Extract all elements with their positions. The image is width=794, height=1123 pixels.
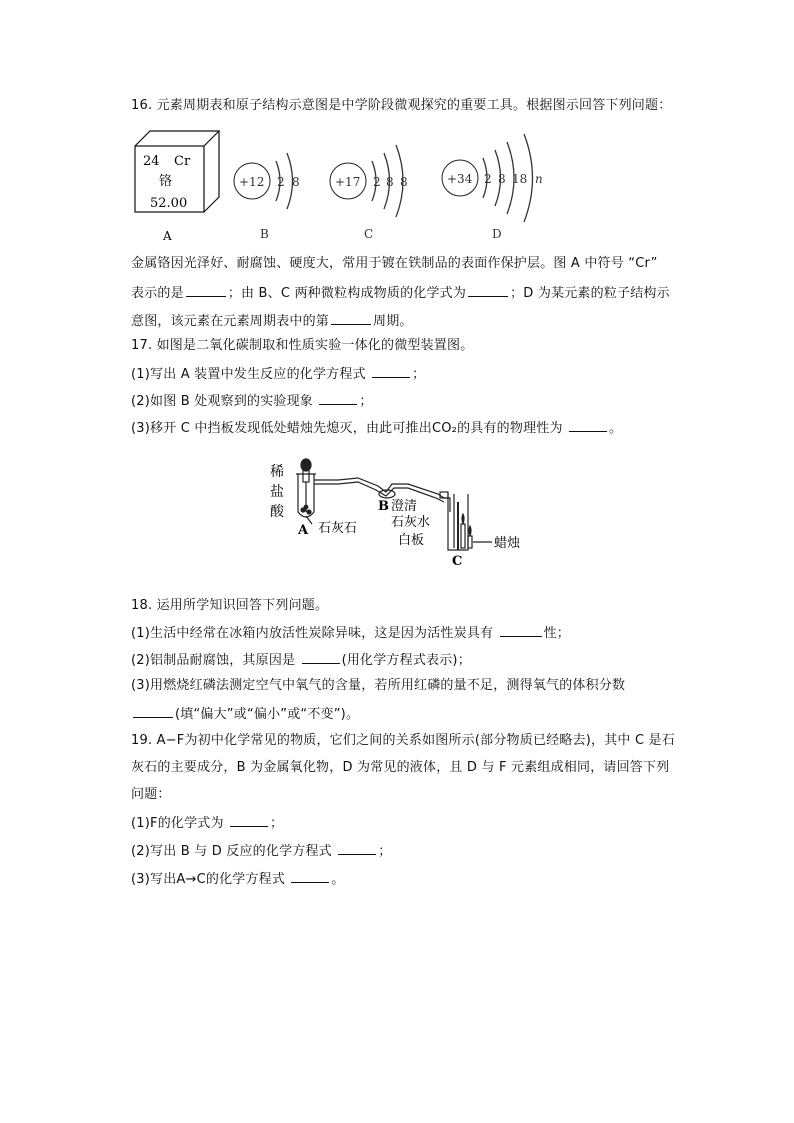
label-a: A xyxy=(163,229,172,243)
q16-line-2-text-b: ；由 B、C 两种微粒构成物质的化学式为 xyxy=(227,286,467,301)
answer-blank-q18-2[interactable] xyxy=(302,650,340,664)
cell-atomic-mass: 52.00 xyxy=(150,196,188,211)
label-board: 白板 xyxy=(398,533,425,548)
q19-sub-2-end: ； xyxy=(378,844,392,859)
answer-blank-q18-3[interactable] xyxy=(133,704,173,718)
answer-blank-q17-3[interactable] xyxy=(569,418,607,432)
label-acid-2: 盐 xyxy=(270,484,284,500)
label-candle: 蜡烛 xyxy=(494,536,521,551)
q17-sub-1-end: ； xyxy=(412,367,426,382)
atom-d-shell-2: 8 xyxy=(498,172,506,186)
q17-sub-3-end: 。 xyxy=(609,421,623,436)
answer-blank-q16-2[interactable] xyxy=(468,283,508,297)
q19-sub-1-end: ； xyxy=(270,816,284,831)
answer-blank-q19-1[interactable] xyxy=(230,813,268,827)
q17-sub-2-text: (2)如图 B 处观察到的实验现象 xyxy=(131,394,313,409)
q16-figure xyxy=(130,126,550,246)
answer-blank-q16-3[interactable] xyxy=(331,311,371,325)
q18-sub-1 xyxy=(131,623,570,643)
q17-sub-1 xyxy=(131,364,425,384)
atom-b-shell-2: 8 xyxy=(292,175,300,189)
atom-d-shell-1: 2 xyxy=(484,172,492,186)
q18-sub-2-text: (2)铝制品耐腐蚀，其原因是 xyxy=(131,653,296,668)
q17-sub-2 xyxy=(131,391,373,411)
answer-blank-q19-3[interactable] xyxy=(291,869,329,883)
q16-line-2-text-c: ；D 为某元素的粒子结构示 xyxy=(510,286,670,301)
atom-d-shell-4: n xyxy=(535,172,543,186)
answer-blank-q17-2[interactable] xyxy=(319,391,357,405)
q17-apparatus-diagram xyxy=(268,452,538,572)
q18-sub-3-end: (填“偏大”或“偏小”或“不变”)。 xyxy=(175,707,360,722)
q17-sub-3-text: (3)移开 C 中挡板发现低处蜡烛先熄灭，由此可推出CO₂的具有的物理性为 xyxy=(131,421,563,436)
q19-sub-3 xyxy=(131,869,345,889)
q16-line-3-text-a: 意图，该元素在元素周期表中的第 xyxy=(131,314,330,329)
atom-d-diagram xyxy=(442,134,543,222)
label-acid-3: 酸 xyxy=(270,504,284,520)
atom-b-shell-1: 2 xyxy=(277,175,285,189)
cell-element-name: 铬 xyxy=(159,174,173,189)
q16-line-1: 金属铬因光泽好、耐腐蚀、硬度大，常用于镀在铁制品的表面作保护层。图 A 中符号 “Cr” xyxy=(131,256,658,271)
q18-sub-1-text: (1)生活中经常在冰箱内放活性炭除异味，这是因为活性炭具有 xyxy=(131,626,494,641)
q17-title: 17. 如图是二氧化碳制取和性质实验一体化的微型装置图。 xyxy=(131,338,474,353)
atom-d-nucleus: +34 xyxy=(447,172,473,186)
q19-line-3: 问题： xyxy=(131,787,171,802)
q19-sub-1-text: (1)F的化学式为 xyxy=(131,816,224,831)
q18-sub-2-end: (用化学方程式表示)； xyxy=(341,653,471,668)
q17-sub-2-end: ； xyxy=(359,394,373,409)
q19-sub-2 xyxy=(131,841,391,861)
q18-sub-3: (3)用燃烧红磷法测定空气中氧气的含量，若所用红磷的量不足，测得氧气的体积分数 xyxy=(131,678,626,693)
label-apparatus-b: B xyxy=(378,499,389,514)
q16-title: 16. 元素周期表和原子结构示意图是中学阶段微观探究的重要工具。根据图示回答下列问题： xyxy=(131,98,672,113)
q16-line-3 xyxy=(131,311,413,331)
q16-line-2 xyxy=(131,283,670,303)
atom-c-shell-2: 8 xyxy=(386,175,394,189)
q18-sub-2 xyxy=(131,650,471,670)
q17-sub-1-text: (1)写出 A 装置中发生反应的化学方程式 xyxy=(131,367,366,382)
atom-b-nucleus: +12 xyxy=(239,175,265,189)
label-limestone: 石灰石 xyxy=(318,521,358,536)
answer-blank-q17-1[interactable] xyxy=(372,364,410,378)
answer-blank-q16-1[interactable] xyxy=(186,283,226,297)
label-b: B xyxy=(260,227,269,241)
q19-line-2: 灰石的主要成分，B 为金属氧化物，D 为常见的液体，且 D 与 F 元素组成相同，请回答下列 xyxy=(131,760,670,775)
q19-line-1: 19. A−F为初中化学常见的物质，它们之间的关系如图所示(部分物质已经略去)，其中 C 是石 xyxy=(131,733,675,748)
q18-sub-3-cont xyxy=(131,704,359,724)
atom-d-shell-3: 18 xyxy=(512,172,528,186)
q18-title: 18. 运用所学知识回答下列问题。 xyxy=(131,598,329,613)
q19-sub-3-text: (3)写出A→C的化学方程式 xyxy=(131,872,286,887)
q17-sub-3 xyxy=(131,418,622,438)
q19-sub-1 xyxy=(131,813,283,833)
q19-sub-2-text: (2)写出 B 与 D 反应的化学方程式 xyxy=(131,844,332,859)
cell-atomic-number: 24 xyxy=(143,154,160,169)
label-c: C xyxy=(364,227,374,241)
label-limewater-2: 石灰水 xyxy=(391,515,431,530)
atom-c-shell-3: 8 xyxy=(400,175,408,189)
label-apparatus-a: A xyxy=(298,523,309,538)
label-limewater-1: 澄清 xyxy=(391,499,418,514)
label-apparatus-c: C xyxy=(452,554,463,569)
q18-sub-1-end: 性； xyxy=(543,626,570,641)
atom-c-nucleus: +17 xyxy=(335,175,361,189)
label-d: D xyxy=(492,227,502,241)
q19-sub-3-end: 。 xyxy=(331,872,345,887)
atom-c-diagram xyxy=(330,145,408,217)
label-acid-1: 稀 xyxy=(270,464,284,480)
atom-c-shell-1: 2 xyxy=(373,175,381,189)
answer-blank-q18-1[interactable] xyxy=(500,623,542,637)
cell-symbol: Cr xyxy=(174,154,191,169)
q16-line-2-text-a: 表示的是 xyxy=(131,286,184,301)
answer-blank-q19-2[interactable] xyxy=(338,841,376,855)
atom-b-diagram xyxy=(234,153,300,209)
q16-line-3-text-b: 周期。 xyxy=(373,314,413,329)
